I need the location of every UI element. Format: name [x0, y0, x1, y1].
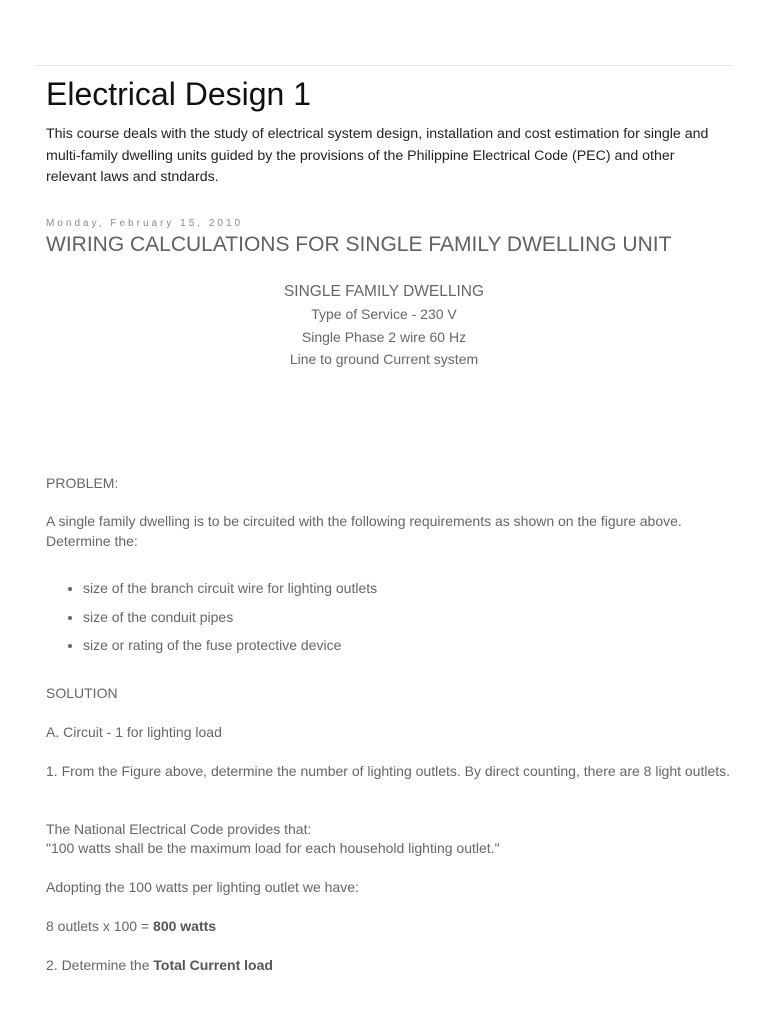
calculation-result: 800 watts [153, 918, 217, 934]
list-item: • size of the conduit pipes [83, 607, 377, 636]
post-title[interactable]: WIRING CALCULATIONS FOR SINGLE FAMILY DWELLING UNIT [46, 233, 672, 256]
service-spec-block [0, 281, 768, 371]
step-2-prefix: 2. Determine the [46, 957, 154, 973]
adopting-text: Adopting the 100 watts per lighting outlet we have: [46, 879, 359, 895]
problem-label: PROBLEM: [46, 475, 119, 491]
service-phase-line: Single Phase 2 wire 60 Hz [301, 328, 467, 345]
problem-text: A single family dwelling is to be circuited with the following requirements as shown on the figure above. Determine the: [46, 513, 682, 549]
solution-label: SOLUTION [46, 685, 118, 701]
blog-title[interactable]: Electrical Design 1 [46, 76, 311, 112]
calculation-prefix: 8 outlets x 100 = [46, 918, 154, 934]
service-heading: SINGLE FAMILY DWELLING [283, 283, 485, 300]
list-item: • size or rating of the fuse protective device [83, 635, 377, 664]
step-2-line [46, 956, 736, 976]
list-item: • size of the branch circuit wire for lighting outlets [83, 578, 377, 607]
step-1-text: 1. From the Figure above, determine the number of lighting outlets. By direct counting, there are 8 light outlets. [46, 763, 731, 779]
blog-description: This course deals with the study of electrical system design, installation and cost estimation for single and multi-family dwelling units guided by the provisions of the Philippine Electrical Code (PEC) and other relevant laws and stndards. [46, 126, 709, 185]
nec-quote: "100 watts shall be the maximum load for each household lighting outlet." [46, 840, 500, 856]
header-divider [36, 65, 733, 66]
problem-list [46, 578, 377, 664]
circuit-heading: A. Circuit - 1 for lighting load [46, 724, 222, 740]
post-date: Monday, February 15, 2010 [46, 218, 244, 229]
service-system-line: Line to ground Current system [289, 351, 479, 367]
service-type-line: Type of Service - 230 V [311, 306, 457, 322]
calculation-line [46, 917, 736, 937]
nec-intro: The National Electrical Code provides that: [46, 821, 312, 837]
step-2-bold: Total Current load [153, 957, 273, 973]
